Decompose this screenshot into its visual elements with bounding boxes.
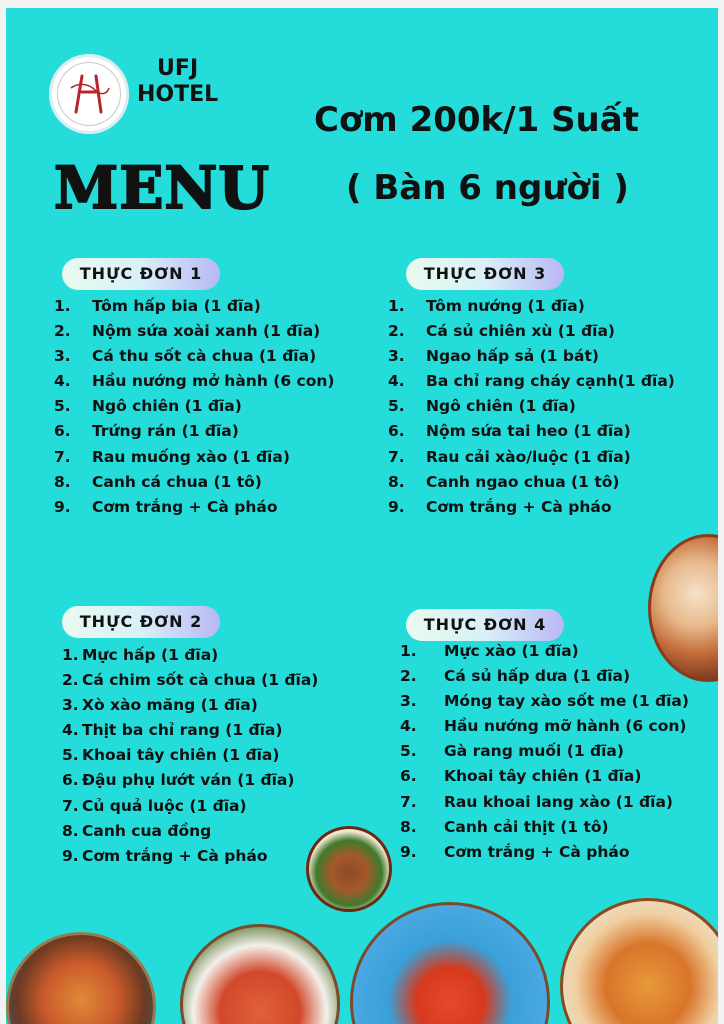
h-monogram-icon	[49, 54, 129, 134]
menu-item-number: 8.	[388, 472, 405, 491]
menu-item-text: Thịt ba chỉ rang (1 đĩa)	[82, 721, 283, 740]
menu-item	[388, 498, 675, 523]
menu-item-text: Mực hấp (1 đĩa)	[82, 646, 219, 664]
menu-item	[388, 322, 675, 347]
menu-item	[54, 322, 334, 347]
menu-item	[62, 671, 318, 696]
menu-item-text: Ba chỉ rang cháy cạnh(1 đĩa)	[426, 372, 675, 391]
hotel-name	[137, 56, 218, 108]
menu-item-text: Hầu nướng mở hành (6 con)	[92, 372, 335, 391]
menu-item-number: 6.	[400, 767, 417, 786]
menu1-title: THỰC ĐƠN 1	[62, 258, 220, 290]
hotel-name-line2: HOTEL	[137, 82, 219, 107]
menu-item	[54, 397, 334, 422]
menu-item	[62, 847, 318, 872]
menu-item-text: Cơm trắng + Cà pháo	[444, 842, 630, 861]
menu-item-number: 1.	[388, 297, 405, 315]
menu-item	[62, 646, 318, 671]
menu2-list	[62, 646, 318, 872]
menu-item-text: Ngao hấp sả (1 bát)	[426, 347, 599, 366]
menu-item-text: Cơm trắng + Cà pháo	[426, 497, 612, 516]
menu-item-text: Tôm hấp bia (1 đĩa)	[92, 297, 261, 315]
menu-item	[62, 721, 318, 746]
menu-item-text: Ngô chiên (1 đĩa)	[92, 397, 242, 416]
menu-item	[62, 696, 318, 721]
menu-item-text: Rau khoai lang xào (1 đĩa)	[444, 792, 674, 811]
menu-item-number: 9.	[400, 842, 417, 861]
menu-item	[54, 498, 334, 523]
menu-item	[400, 717, 689, 742]
menu-item	[62, 771, 318, 796]
menu-item	[388, 473, 675, 498]
menu-item	[400, 642, 689, 667]
menu-item	[54, 347, 334, 372]
menu-item-number: 4.	[400, 717, 417, 736]
menu-item-number: 2.	[62, 671, 79, 690]
menu-item-text: Canh ngao chua (1 tô)	[426, 472, 620, 491]
menu-item	[388, 372, 675, 397]
food-photo-pasta	[560, 898, 718, 1024]
menu-item	[400, 742, 689, 767]
menu-item-number: 6.	[388, 422, 405, 441]
menu-item-number: 4.	[388, 372, 405, 391]
menu-item-number: 2.	[54, 322, 71, 341]
food-photo-small	[306, 826, 392, 912]
menu-item-text: Xò xào măng (1 đĩa)	[82, 696, 258, 715]
menu-item-number: 7.	[62, 796, 79, 815]
menu-item-text: Rau muống xào (1 đĩa)	[92, 447, 290, 466]
menu-item-text: Canh cải thịt (1 tô)	[444, 817, 609, 836]
menu-item-text: Trứng rán (1 đĩa)	[92, 422, 239, 441]
menu-item	[62, 822, 318, 847]
menu-item-text: Khoai tây chiên (1 đĩa)	[82, 746, 280, 765]
menu-item-text: Cá sủ hấp dưa (1 đĩa)	[444, 667, 631, 686]
menu2-title: THỰC ĐƠN 2	[62, 606, 220, 638]
menu-item-text: Cá chim sốt cà chua (1 đĩa)	[82, 671, 319, 690]
menu-item	[400, 818, 689, 843]
menu-item	[54, 422, 334, 447]
menu-item	[54, 372, 334, 397]
menu-item-number: 1.	[54, 297, 71, 315]
menu-item	[54, 448, 334, 473]
menu-item-number: 9.	[388, 497, 405, 516]
menu-item	[388, 397, 675, 422]
menu3-list	[388, 297, 675, 523]
menu-item-text: Củ quả luộc (1 đĩa)	[82, 796, 247, 815]
menu-item-text: Cá sủ chiên xù (1 đĩa)	[426, 322, 616, 341]
menu-item-number: 2.	[388, 322, 405, 341]
menu-item-number: 8.	[400, 817, 417, 836]
menu-item	[388, 347, 675, 372]
menu-item-number: 4.	[54, 372, 71, 391]
menu-item	[54, 297, 334, 322]
menu-item-text: Đậu phụ lướt ván (1 đĩa)	[82, 771, 295, 790]
price-line-1: Cơm 200k/1 Suất	[314, 100, 639, 140]
menu-item-number: 3.	[62, 696, 79, 715]
menu4-list	[400, 642, 689, 868]
menu-item-number: 5.	[388, 397, 405, 416]
menu-item	[400, 843, 689, 868]
menu-item-text: Cơm trắng + Cà pháo	[92, 497, 278, 516]
menu-item-number: 9.	[54, 497, 71, 516]
food-photo-crab	[180, 924, 340, 1024]
menu-item-text: Nộm sứa tai heo (1 đĩa)	[426, 422, 631, 441]
menu-item-number: 3.	[400, 692, 417, 711]
menu-item-number: 7.	[400, 792, 417, 811]
menu-item-number: 8.	[54, 472, 71, 491]
menu-item-text: Canh cá chua (1 tô)	[92, 472, 262, 491]
menu-item-number: 2.	[400, 667, 417, 686]
menu-item-number: 3.	[388, 347, 405, 366]
menu-title: MENU	[54, 154, 271, 222]
menu-item	[62, 746, 318, 771]
menu-item-text: Tôm nướng (1 đĩa)	[426, 297, 585, 315]
menu-item-text: Rau cải xào/luộc (1 đĩa)	[426, 447, 631, 466]
hotel-name-line1: UFJ	[157, 56, 199, 81]
menu1-list	[54, 297, 334, 523]
menu-item-number: 4.	[62, 721, 79, 740]
menu-item-text: Cá thu sốt cà chua (1 đĩa)	[92, 347, 317, 366]
menu-item-number: 7.	[54, 447, 71, 466]
menu-item	[388, 448, 675, 473]
menu-poster	[6, 8, 718, 1024]
food-photo-shrimp	[6, 932, 156, 1024]
menu-item-number: 6.	[54, 422, 71, 441]
menu-item-text: Ngô chiên (1 đĩa)	[426, 397, 576, 416]
menu-item-number: 9.	[62, 846, 79, 865]
menu-item-number: 7.	[388, 447, 405, 466]
menu-item-text: Nộm sứa xoài xanh (1 đĩa)	[92, 322, 321, 341]
food-photo-seafood	[350, 902, 550, 1024]
menu-item	[388, 422, 675, 447]
menu-item-text: Cơm trắng + Cà pháo	[82, 846, 268, 865]
menu-item-text: Mực xào (1 đĩa)	[444, 642, 579, 660]
menu-item	[400, 767, 689, 792]
menu-item	[400, 692, 689, 717]
menu-item-text: Canh cua đồng	[82, 821, 212, 840]
menu-item-text: Móng tay xào sốt me (1 đĩa)	[444, 692, 689, 711]
menu-item-number: 1.	[62, 646, 79, 664]
menu-item	[400, 793, 689, 818]
menu-item-number: 5.	[62, 746, 79, 765]
menu-item	[388, 297, 675, 322]
menu-item-number: 5.	[54, 397, 71, 416]
menu3-title: THỰC ĐƠN 3	[406, 258, 564, 290]
menu-item-number: 3.	[54, 347, 71, 366]
menu-item	[54, 473, 334, 498]
hotel-logo	[49, 54, 129, 134]
menu-item-text: Hầu nướng mỡ hành (6 con)	[444, 717, 687, 736]
menu-item-text: Khoai tây chiên (1 đĩa)	[444, 767, 642, 786]
menu-item-text: Gà rang muối (1 đĩa)	[444, 742, 624, 761]
menu-item	[62, 797, 318, 822]
price-line-2: ( Bàn 6 người )	[346, 168, 629, 208]
menu4-title: THỰC ĐƠN 4	[406, 609, 564, 641]
menu-item-number: 8.	[62, 821, 79, 840]
menu-item-number: 5.	[400, 742, 417, 761]
menu-item	[400, 667, 689, 692]
menu-item-number: 6.	[62, 771, 79, 790]
menu-item-number: 1.	[400, 642, 417, 660]
